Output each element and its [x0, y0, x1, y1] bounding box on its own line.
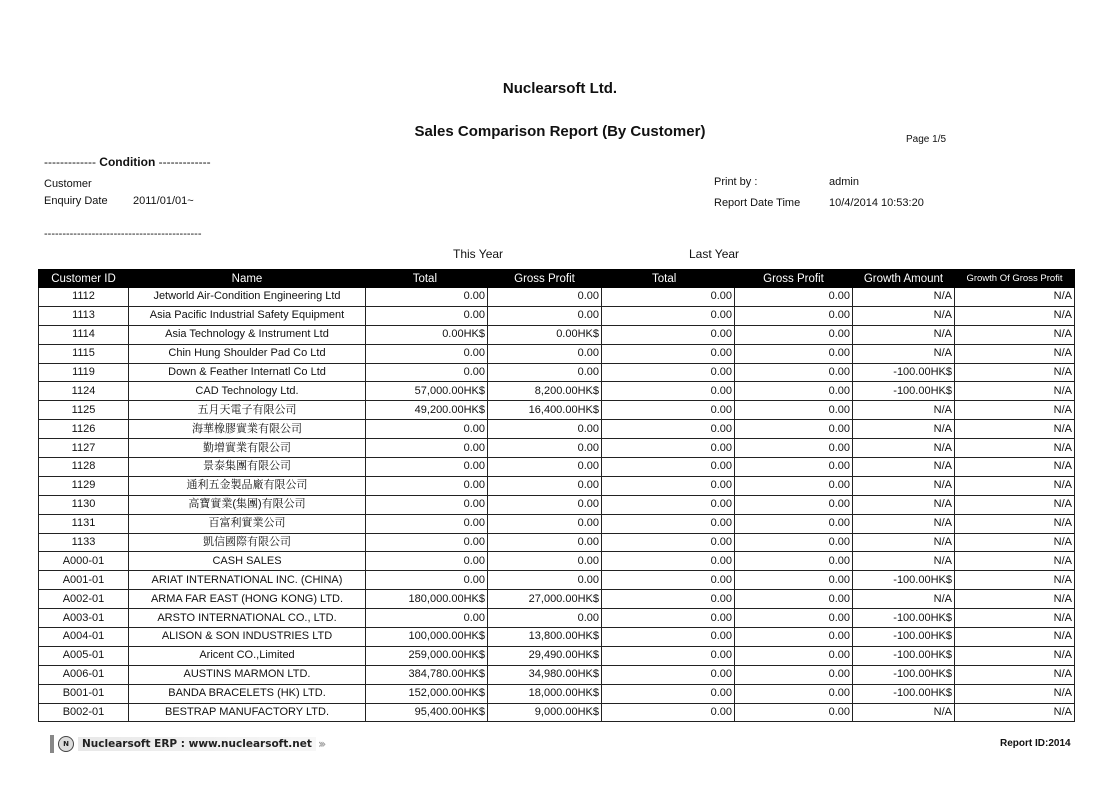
cell-customer-id: A003-01 [39, 609, 129, 628]
table-row [39, 552, 1075, 571]
cell-last-year-total: 0.00 [602, 288, 735, 307]
cell-last-year-total: 0.00 [602, 628, 735, 647]
cell-customer-id: A004-01 [39, 628, 129, 647]
cell-last-year-gross-profit: 0.00 [735, 420, 853, 439]
cell-growth-gross-profit: N/A [955, 571, 1075, 590]
table-row [39, 382, 1075, 401]
cell-name: 百富利實業公司 [129, 514, 366, 533]
cell-growth-gross-profit: N/A [955, 439, 1075, 458]
table-row [39, 609, 1075, 628]
cell-name: Jetworld Air-Condition Engineering Ltd [129, 288, 366, 307]
cell-this-year-gross-profit: 0.00 [488, 288, 602, 307]
cell-last-year-total: 0.00 [602, 306, 735, 325]
col-growth-amount: Growth Amount [853, 270, 955, 288]
cell-last-year-total: 0.00 [602, 382, 735, 401]
cell-customer-id: 1133 [39, 533, 129, 552]
cell-name: CAD Technology Ltd. [129, 382, 366, 401]
cell-this-year-gross-profit: 18,000.00HK$ [488, 684, 602, 703]
cell-customer-id: 1131 [39, 514, 129, 533]
cell-last-year-gross-profit: 0.00 [735, 646, 853, 665]
cell-this-year-gross-profit: 29,490.00HK$ [488, 646, 602, 665]
cell-name: BESTRAP MANUFACTORY LTD. [129, 703, 366, 722]
cell-name: Aricent CO.,Limited [129, 646, 366, 665]
cell-growth-gross-profit: N/A [955, 306, 1075, 325]
cell-last-year-total: 0.00 [602, 458, 735, 477]
cell-last-year-total: 0.00 [602, 325, 735, 344]
cell-this-year-total: 95,400.00HK$ [366, 703, 488, 722]
cell-this-year-gross-profit: 0.00 [488, 609, 602, 628]
cell-this-year-total: 0.00 [366, 571, 488, 590]
cell-growth-amount: -100.00HK$ [853, 571, 955, 590]
cell-last-year-gross-profit: 0.00 [735, 552, 853, 571]
cell-last-year-total: 0.00 [602, 495, 735, 514]
cell-growth-amount: -100.00HK$ [853, 628, 955, 647]
last-year-group-label: Last Year [689, 247, 740, 261]
nuclearsoft-logo-icon: N [58, 736, 74, 752]
cell-growth-amount: -100.00HK$ [853, 363, 955, 382]
cell-this-year-gross-profit: 9,000.00HK$ [488, 703, 602, 722]
cell-growth-gross-profit: N/A [955, 646, 1075, 665]
col-last-year-total: Total [602, 270, 735, 288]
cell-this-year-gross-profit: 0.00 [488, 420, 602, 439]
cell-customer-id: 1125 [39, 401, 129, 420]
col-last-year-gross-profit: Gross Profit [735, 270, 853, 288]
cell-growth-gross-profit: N/A [955, 325, 1075, 344]
cell-name: ARIAT INTERNATIONAL INC. (CHINA) [129, 571, 366, 590]
cell-last-year-gross-profit: 0.00 [735, 363, 853, 382]
customer-label: Customer [44, 178, 92, 190]
cell-this-year-gross-profit: 13,800.00HK$ [488, 628, 602, 647]
print-by-value: admin [829, 176, 859, 188]
cell-last-year-gross-profit: 0.00 [735, 458, 853, 477]
cell-last-year-total: 0.00 [602, 571, 735, 590]
cell-customer-id: 1129 [39, 476, 129, 495]
condition-label: Condition [99, 155, 156, 169]
cell-last-year-gross-profit: 0.00 [735, 571, 853, 590]
cell-last-year-total: 0.00 [602, 703, 735, 722]
cell-this-year-gross-profit: 8,200.00HK$ [488, 382, 602, 401]
cell-name: 勤增實業有限公司 [129, 439, 366, 458]
cell-growth-amount: -100.00HK$ [853, 665, 955, 684]
cell-name: 凱信國際有限公司 [129, 533, 366, 552]
cell-this-year-gross-profit: 16,400.00HK$ [488, 401, 602, 420]
cell-this-year-total: 384,780.00HK$ [366, 665, 488, 684]
cell-this-year-gross-profit: 0.00 [488, 306, 602, 325]
cell-name: Chin Hung Shoulder Pad Co Ltd [129, 344, 366, 363]
cell-last-year-gross-profit: 0.00 [735, 382, 853, 401]
table-row [39, 703, 1075, 722]
cell-last-year-gross-profit: 0.00 [735, 476, 853, 495]
cell-last-year-total: 0.00 [602, 476, 735, 495]
report-datetime-label: Report Date Time [714, 197, 801, 209]
cell-growth-gross-profit: N/A [955, 401, 1075, 420]
cell-name: AUSTINS MARMON LTD. [129, 665, 366, 684]
cell-last-year-total: 0.00 [602, 514, 735, 533]
cell-customer-id: 1114 [39, 325, 129, 344]
table-row [39, 495, 1075, 514]
table-row [39, 401, 1075, 420]
cell-this-year-total: 0.00 [366, 344, 488, 363]
report-datetime-value: 10/4/2014 10:53:20 [829, 197, 924, 209]
cell-this-year-gross-profit: 0.00 [488, 552, 602, 571]
cell-last-year-total: 0.00 [602, 684, 735, 703]
table-row [39, 646, 1075, 665]
cell-growth-amount: N/A [853, 514, 955, 533]
cell-customer-id: A001-01 [39, 571, 129, 590]
cell-customer-id: B002-01 [39, 703, 129, 722]
cell-last-year-total: 0.00 [602, 344, 735, 363]
cell-growth-amount: N/A [853, 590, 955, 609]
cell-growth-amount: -100.00HK$ [853, 609, 955, 628]
cell-growth-gross-profit: N/A [955, 703, 1075, 722]
print-by-label: Print by : [714, 176, 758, 188]
cell-growth-amount: N/A [853, 439, 955, 458]
cell-growth-gross-profit: N/A [955, 420, 1075, 439]
cell-customer-id: 1112 [39, 288, 129, 307]
cell-last-year-gross-profit: 0.00 [735, 288, 853, 307]
cell-this-year-total: 0.00 [366, 439, 488, 458]
cell-last-year-total: 0.00 [602, 439, 735, 458]
cell-customer-id: 1128 [39, 458, 129, 477]
table-row [39, 325, 1075, 344]
cell-this-year-total: 259,000.00HK$ [366, 646, 488, 665]
cell-this-year-total: 0.00 [366, 514, 488, 533]
cell-last-year-total: 0.00 [602, 420, 735, 439]
cell-last-year-gross-profit: 0.00 [735, 344, 853, 363]
cell-growth-gross-profit: N/A [955, 288, 1075, 307]
cell-name: CASH SALES [129, 552, 366, 571]
table-row [39, 533, 1075, 552]
cell-name: Down & Feather Internatl Co Ltd [129, 363, 366, 382]
cell-last-year-gross-profit: 0.00 [735, 325, 853, 344]
cell-name: BANDA BRACELETS (HK) LTD. [129, 684, 366, 703]
table-row [39, 363, 1075, 382]
cell-last-year-gross-profit: 0.00 [735, 533, 853, 552]
cell-last-year-total: 0.00 [602, 552, 735, 571]
cell-last-year-gross-profit: 0.00 [735, 684, 853, 703]
cell-this-year-total: 0.00 [366, 495, 488, 514]
cell-last-year-total: 0.00 [602, 646, 735, 665]
condition-end-rule: ------------------------------------------- [44, 228, 202, 240]
this-year-group-label: This Year [453, 247, 504, 261]
cell-last-year-gross-profit: 0.00 [735, 703, 853, 722]
cell-this-year-total: 100,000.00HK$ [366, 628, 488, 647]
cell-growth-gross-profit: N/A [955, 382, 1075, 401]
cell-this-year-gross-profit: 0.00 [488, 514, 602, 533]
cell-growth-amount: -100.00HK$ [853, 646, 955, 665]
cell-this-year-gross-profit: 0.00 [488, 363, 602, 382]
cell-this-year-gross-profit: 34,980.00HK$ [488, 665, 602, 684]
cell-this-year-gross-profit: 0.00 [488, 439, 602, 458]
cell-growth-amount: N/A [853, 533, 955, 552]
cell-name: ARMA FAR EAST (HONG KONG) LTD. [129, 590, 366, 609]
cell-growth-gross-profit: N/A [955, 344, 1075, 363]
footer-logo [50, 735, 323, 753]
cell-growth-amount: N/A [853, 552, 955, 571]
footer-logo-text: Nuclearsoft ERP : www.nuclearsoft.net [78, 737, 316, 751]
cell-this-year-gross-profit: 0.00 [488, 476, 602, 495]
cell-this-year-total: 0.00 [366, 458, 488, 477]
condition-rule-left: ------------- [44, 155, 96, 169]
cell-growth-amount: -100.00HK$ [853, 382, 955, 401]
cell-customer-id: A002-01 [39, 590, 129, 609]
cell-last-year-gross-profit: 0.00 [735, 439, 853, 458]
cell-this-year-gross-profit: 0.00 [488, 458, 602, 477]
cell-growth-gross-profit: N/A [955, 533, 1075, 552]
cell-last-year-gross-profit: 0.00 [735, 495, 853, 514]
cell-this-year-gross-profit: 0.00 [488, 571, 602, 590]
table-row [39, 684, 1075, 703]
table-row [39, 344, 1075, 363]
cell-name: ARSTO INTERNATIONAL CO., LTD. [129, 609, 366, 628]
enquiry-date-value: 2011/01/01~ [133, 195, 194, 207]
cell-customer-id: 1130 [39, 495, 129, 514]
cell-this-year-gross-profit: 0.00 [488, 344, 602, 363]
cell-name: 景泰集團有限公司 [129, 458, 366, 477]
cell-customer-id: A000-01 [39, 552, 129, 571]
sales-comparison-table [38, 269, 1075, 722]
cell-this-year-gross-profit: 0.00 [488, 495, 602, 514]
cell-customer-id: 1119 [39, 363, 129, 382]
table-row [39, 571, 1075, 590]
cell-growth-gross-profit: N/A [955, 590, 1075, 609]
table-header-row [39, 270, 1075, 288]
cell-this-year-total: 57,000.00HK$ [366, 382, 488, 401]
cell-this-year-gross-profit: 27,000.00HK$ [488, 590, 602, 609]
cell-last-year-total: 0.00 [602, 665, 735, 684]
cell-growth-amount: N/A [853, 401, 955, 420]
table-row [39, 439, 1075, 458]
company-name: Nuclearsoft Ltd. [502, 80, 618, 97]
cell-customer-id: 1113 [39, 306, 129, 325]
cell-last-year-gross-profit: 0.00 [735, 514, 853, 533]
table-row [39, 458, 1075, 477]
table-body [39, 288, 1075, 722]
table-row [39, 420, 1075, 439]
cell-this-year-total: 0.00 [366, 420, 488, 439]
col-this-year-total: Total [366, 270, 488, 288]
cell-name: Asia Pacific Industrial Safety Equipment [129, 306, 366, 325]
cell-last-year-total: 0.00 [602, 609, 735, 628]
cell-growth-gross-profit: N/A [955, 628, 1075, 647]
cell-customer-id: 1127 [39, 439, 129, 458]
cell-growth-amount: N/A [853, 344, 955, 363]
cell-last-year-gross-profit: 0.00 [735, 628, 853, 647]
table-row [39, 514, 1075, 533]
cell-last-year-gross-profit: 0.00 [735, 401, 853, 420]
cell-growth-gross-profit: N/A [955, 476, 1075, 495]
cell-this-year-total: 0.00 [366, 288, 488, 307]
cell-last-year-total: 0.00 [602, 590, 735, 609]
cell-customer-id: B001-01 [39, 684, 129, 703]
cell-customer-id: A005-01 [39, 646, 129, 665]
cell-this-year-total: 0.00 [366, 609, 488, 628]
cell-growth-gross-profit: N/A [955, 495, 1075, 514]
enquiry-date-label: Enquiry Date [44, 195, 108, 207]
chevron-right-icon: ››› [317, 737, 324, 751]
table-row [39, 288, 1075, 307]
table-row [39, 476, 1075, 495]
cell-growth-gross-profit: N/A [955, 552, 1075, 571]
col-this-year-gross-profit: Gross Profit [488, 270, 602, 288]
cell-customer-id: 1124 [39, 382, 129, 401]
cell-last-year-gross-profit: 0.00 [735, 590, 853, 609]
col-growth-gross-profit: Growth Of Gross Profit [955, 270, 1075, 288]
cell-this-year-total: 0.00 [366, 533, 488, 552]
cell-this-year-total: 152,000.00HK$ [366, 684, 488, 703]
cell-growth-amount: N/A [853, 420, 955, 439]
cell-growth-amount: N/A [853, 325, 955, 344]
cell-last-year-total: 0.00 [602, 363, 735, 382]
cell-last-year-total: 0.00 [602, 401, 735, 420]
cell-growth-amount: N/A [853, 306, 955, 325]
cell-growth-gross-profit: N/A [955, 514, 1075, 533]
cell-last-year-gross-profit: 0.00 [735, 665, 853, 684]
cell-growth-gross-profit: N/A [955, 665, 1075, 684]
cell-last-year-total: 0.00 [602, 533, 735, 552]
table-row [39, 665, 1075, 684]
cell-customer-id: A006-01 [39, 665, 129, 684]
table-row [39, 306, 1075, 325]
cell-growth-amount: -100.00HK$ [853, 684, 955, 703]
cell-this-year-total: 0.00 [366, 306, 488, 325]
cell-name: ALISON & SON INDUSTRIES LTD [129, 628, 366, 647]
cell-customer-id: 1115 [39, 344, 129, 363]
cell-this-year-total: 49,200.00HK$ [366, 401, 488, 420]
cell-growth-gross-profit: N/A [955, 609, 1075, 628]
condition-rule-right: ------------- [158, 155, 211, 169]
cell-name: 通利五金製品廠有限公司 [129, 476, 366, 495]
col-name: Name [129, 270, 366, 288]
cell-growth-gross-profit: N/A [955, 684, 1075, 703]
cell-this-year-total: 0.00 [366, 476, 488, 495]
cell-this-year-gross-profit: 0.00 [488, 533, 602, 552]
cell-this-year-total: 0.00 [366, 363, 488, 382]
cell-growth-amount: N/A [853, 703, 955, 722]
col-customer-id: Customer ID [39, 270, 129, 288]
cell-customer-id: 1126 [39, 420, 129, 439]
table-row [39, 628, 1075, 647]
cell-name: Asia Technology & Instrument Ltd [129, 325, 366, 344]
cell-this-year-gross-profit: 0.00HK$ [488, 325, 602, 344]
report-id: Report ID:2014 [1000, 738, 1071, 749]
cell-this-year-total: 0.00 [366, 552, 488, 571]
cell-this-year-total: 0.00HK$ [366, 325, 488, 344]
footer-logo-bar [50, 735, 54, 753]
cell-name: 海華橡膠實業有限公司 [129, 420, 366, 439]
cell-growth-amount: N/A [853, 458, 955, 477]
cell-last-year-gross-profit: 0.00 [735, 609, 853, 628]
cell-growth-amount: N/A [853, 495, 955, 514]
table-row [39, 590, 1075, 609]
report-title: Sales Comparison Report (By Customer) [414, 123, 706, 140]
cell-last-year-gross-profit: 0.00 [735, 306, 853, 325]
cell-name: 五月天電子有限公司 [129, 401, 366, 420]
cell-growth-gross-profit: N/A [955, 458, 1075, 477]
cell-growth-gross-profit: N/A [955, 363, 1075, 382]
cell-name: 高寶實業(集團)有限公司 [129, 495, 366, 514]
cell-this-year-total: 180,000.00HK$ [366, 590, 488, 609]
page-number: Page 1/5 [906, 134, 947, 145]
cell-growth-amount: N/A [853, 476, 955, 495]
cell-growth-amount: N/A [853, 288, 955, 307]
condition-heading [44, 155, 211, 169]
